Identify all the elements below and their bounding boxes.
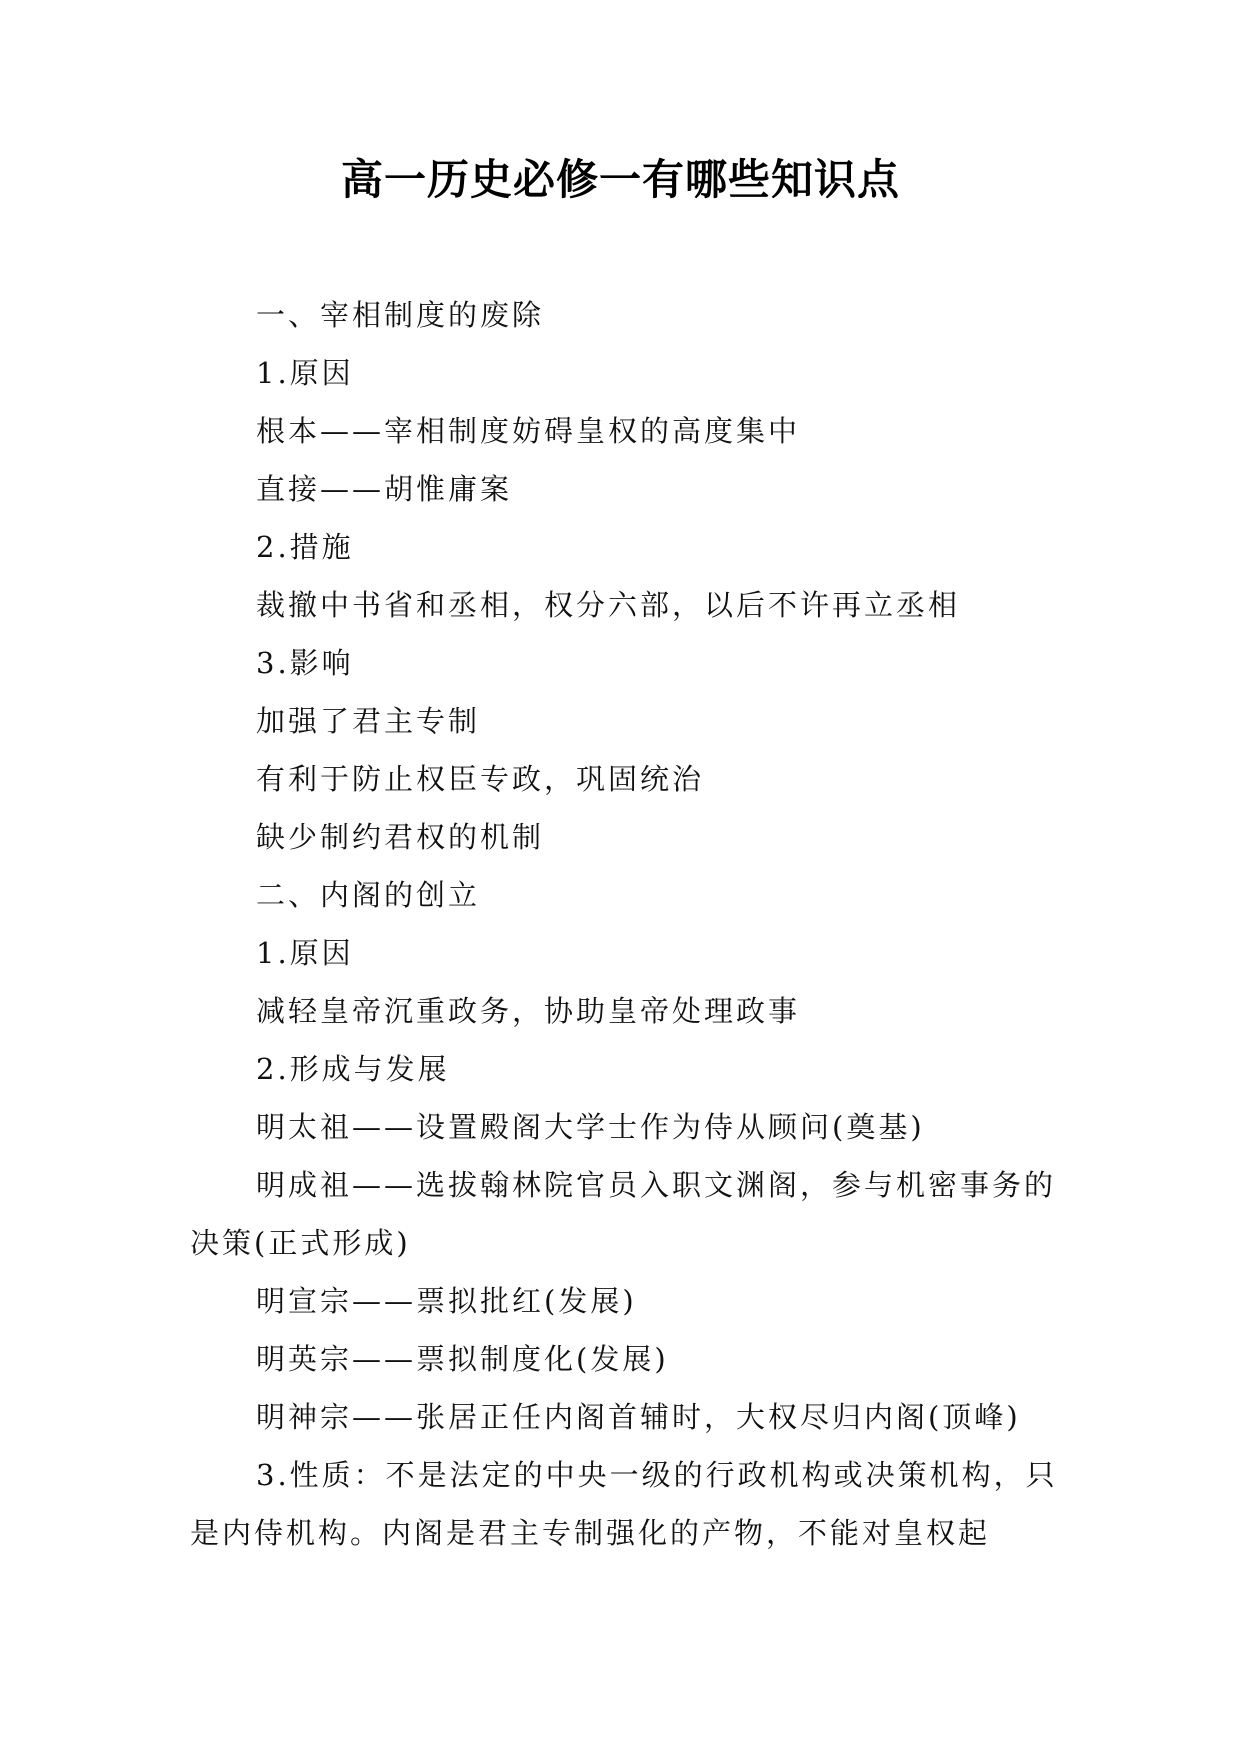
paragraph: 明英宗——票拟制度化(发展) (256, 1342, 669, 1376)
subheading: 2.措施 (256, 530, 354, 564)
paragraph: 缺少制约君权的机制 (256, 820, 545, 854)
paragraph: 裁撤中书省和丞相，权分六部，以后不许再立丞相 (256, 588, 961, 622)
paragraph: 明神宗——张居正任内阁首辅时，大权尽归内阁(顶峰) (256, 1400, 1021, 1434)
paragraph: 明宣宗——票拟批红(发展) (256, 1284, 637, 1318)
paragraph: 明太祖——设置殿阁大学士作为侍从顾问(奠基) (256, 1110, 925, 1144)
section-heading: 二、内阁的创立 (256, 878, 481, 912)
paragraph: 直接——胡惟庸案 (256, 472, 513, 506)
document-title: 高一历史必修一有哪些知识点 (340, 155, 900, 204)
subheading: 1.原因 (256, 936, 354, 970)
paragraph: 3.性质：不是法定的中央一级的行政机构或决策机构，只是内侍机构。内阁是君主专制强化的产物，不能对皇权起 (190, 1458, 1058, 1550)
paragraph: 明成祖——选拔翰林院官员入职文渊阁，参与机密事务的决策(正式形成) (190, 1168, 1057, 1260)
paragraph: 加强了君主专制 (256, 704, 481, 738)
document-body (190, 286, 1060, 1562)
paragraph: 减轻皇帝沉重政务，协助皇帝处理政事 (256, 994, 801, 1028)
subheading: 3.影响 (256, 646, 354, 680)
paragraph: 根本——宰相制度妨碍皇权的高度集中 (256, 414, 801, 448)
subheading: 1.原因 (256, 356, 354, 390)
subheading: 2.形成与发展 (256, 1052, 450, 1086)
paragraph: 有利于防止权臣专政，巩固统治 (256, 762, 705, 796)
section-heading: 一、宰相制度的废除 (256, 298, 545, 332)
